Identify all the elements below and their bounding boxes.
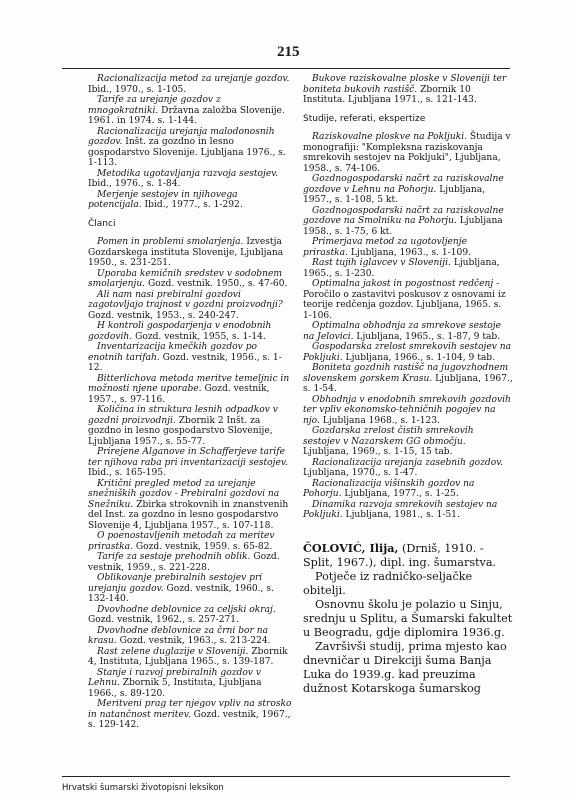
bibliography-entry <box>88 447 293 479</box>
entry-title: Pomen in problemi smolarjenja. <box>97 237 244 247</box>
entry-details: Zbornik 10 Instituta. Ljubljana 1971., s. 121-143. <box>303 84 477 105</box>
entry-title: Optimalna jakost in pogostnost redčenj <box>312 279 494 289</box>
bibliography-entry <box>88 190 293 211</box>
bibliography-entry <box>303 132 513 174</box>
entry-details: Inšt. za gozdno in lesno gospodarstvo Slovenije. Ljubljana 1976., s. 1-113. <box>88 137 286 168</box>
entry-title: Gozdnogospodarski načrt za raziskovalne gozdove v Lehnu na Pohorju. <box>303 174 504 195</box>
entry-title: Dinamika razvoja smrekovih sestojev na Pokljuki. <box>303 499 498 520</box>
entry-details: Ljubljana, 1977., s. 1-25. <box>341 489 459 499</box>
entry-title: Gospodarska zrelost smrekovih sestojev na Pokljuki. <box>303 342 512 363</box>
entry-title: Bitterlichova metoda meritve temeljnic in možnosti njene uporabe. <box>88 373 290 394</box>
entry-title: Racionalizacija metod za urejanje gozdov. <box>97 74 290 84</box>
entry-title: Kritični pregled metod za urejanje snežniških gozdov - Prebiralni gozdovi na Snežniku. <box>88 478 280 510</box>
biography-entry <box>303 541 513 696</box>
header-rule <box>62 68 510 69</box>
bibliography-entry <box>303 458 513 479</box>
entry-details: Ljubljana, 1965., s. 1-87, 9 tab. <box>353 331 501 342</box>
bibliography-entry <box>303 395 513 427</box>
biography-paragraph: Završivši studij, prima mjesto kao dnevničar u Direkciji šuma Banja Luka do 1939.g. kad preuzima dužnost Kotarskoga šumarskog <box>303 639 507 695</box>
entry-title: Inventarizacija kmečkih gozdov po enotnih tarifah. <box>88 342 257 363</box>
entry-details: Gozd. vestnik, 1959., s. 221-228. <box>88 552 280 573</box>
entry-details: Ljubljana, 1981., s. 1-51. <box>342 510 460 520</box>
entry-title: Uporaba kemičnih sredstev v sodobnem smolarjenju. <box>88 268 282 289</box>
entry-details: Gozd. vestnik. 1950., s. 47-60. <box>145 279 288 289</box>
entry-details: Ljubljana, 1970., s. 1-47. <box>303 468 418 478</box>
bibliography-entry <box>88 290 293 322</box>
section-heading: Članci <box>88 218 116 229</box>
entry-title: Dvovhodne deblovnice za celjski okraj. <box>97 604 276 615</box>
bibliography-entry <box>88 405 293 447</box>
entry-details: Ljubljana 1958., s. 1-75, 6 kt. <box>303 216 503 237</box>
entry-details: Ljubljana, 1966., s. 1-104, 9 tab. <box>342 352 496 363</box>
bibliography-entry <box>303 279 513 321</box>
entry-details: Ljubljana, 1963., s. 1-109. <box>348 247 472 258</box>
entry-details: Ljubljana 1968., s. 1-123. <box>319 415 441 426</box>
bibliography-entry <box>88 374 293 406</box>
bibliography-entry <box>303 258 513 279</box>
entry-title: Merjenje sestojev in njihovega potencijala. <box>88 189 238 210</box>
entry-details: - Poročilo o zastavitvi poskusov z osnovami iz teorije redčenja gozdov. Ljubljana, 1965. s. 1-106. <box>303 279 506 321</box>
entry-details: Ibid., 1976., s. 1-84. <box>88 179 181 189</box>
entry-details: Gozd. vestnik, 1963., s. 213-224. <box>116 636 271 646</box>
entry-title: Racionalizacija urejanja malodonosnih gozdov. <box>88 126 275 147</box>
entry-title: Stanje i razvoj prebiralnih gozdov v Lehnu. <box>88 667 261 688</box>
bibliography-entry <box>88 342 293 374</box>
entry-title: Racionalizacija urejanja zasebnih gozdov. <box>312 457 504 468</box>
entry-details: Gozd. vestnik, 1956., s. 1-12. <box>88 352 282 373</box>
bibliography-entry <box>88 531 293 552</box>
bibliography-entry <box>303 426 513 458</box>
entry-title: Optimalna obhodnja za smrekove sestoje na Jelovici. <box>303 321 501 342</box>
entry-details: Ljubljana, 1969., s. 1-15, 15 tab. <box>303 447 453 457</box>
bibliography-entry <box>88 479 293 532</box>
entry-title: Boniteta gozdnih rastišč na jugovzhodnem slovenskem gorskem Krasu. <box>303 363 509 384</box>
entry-details: Gozd. vestnik, 1962., s. 257-271. <box>88 615 239 625</box>
page-number: 215 <box>277 44 300 60</box>
bibliography-entry <box>303 174 513 206</box>
entry-details: Ibid., 1970., s. 1-105. <box>88 84 187 95</box>
entry-title: Tarife za urejanje gozdov z mnogokratniki. <box>88 95 221 116</box>
bibliography-entry <box>88 74 293 95</box>
entry-title: Prirejene Alganove in Schafferjeve tarife ter njihova raba pri inventarizaciji sestojev. <box>88 447 288 468</box>
entry-details: Ibid., 1977., s. 1-292. <box>141 200 243 210</box>
section-heading: Studije, referati, ekspertize <box>303 113 426 124</box>
entry-title: Bukove raziskovalne ploske v Sloveniji ter boniteta bukovih rastišč. <box>303 74 507 95</box>
entry-details: Gozd. vestnik, 1960., s. 132-140. <box>88 583 274 604</box>
bibliography-entry <box>303 500 513 521</box>
entry-details: Zbornik 5, Instituta, Ljubljana 1966., s. 89-120. <box>88 678 262 699</box>
entry-details: Izvestja Gozdarskega instituta Slovenije, Ljubljana 1950., s. 231-251. <box>88 237 284 268</box>
bibliography-entry <box>303 206 513 238</box>
entry-title: Dvovhodne deblovnice za črni bor na krasu. <box>88 625 269 646</box>
entry-details: Gozd. vestnik, 1967., s. 129-142. <box>88 709 291 730</box>
biography-intro: (Drniš, 1910. - Split, 1967.), dipl. ing. šumarstva. <box>303 541 497 569</box>
entry-details: Gozd. vestnik, 1957., s. 97-116. <box>88 384 270 405</box>
bibliography-entry <box>303 479 513 500</box>
bibliography-entry <box>88 269 293 290</box>
bibliography-entry <box>303 342 513 363</box>
entry-title: Količina in struktura lesnih odpadkov v gozdni proizvodnji. <box>88 405 278 426</box>
biography-paragraph: Osnovnu školu je polazio u Sinju, srednju u Splitu, a Šumarski fakultet u Beogradu, gdje diplomira 1936.g. <box>303 597 513 639</box>
entry-details: Gozd. vestnik, 1955, s. 1-14. <box>132 331 266 342</box>
biography-paragraph: Potječe iz radničko-seljačke obitelji. <box>303 569 473 597</box>
bibliography-entry <box>88 169 293 190</box>
bibliography-entry <box>303 74 513 106</box>
right-bibliography <box>303 74 513 521</box>
bibliography-entry <box>88 626 293 647</box>
entry-details: Ljubljana, 1967., s. 1-54. <box>303 373 513 394</box>
entry-title: Gozdnogospodarski načrt za raziskovalne gozdove na Smolniku na Pohorju. <box>303 205 504 226</box>
entry-title: Obhodnja v enodobnih smrekovih gozdovih ter vpliv ekonomsko-tehničnih pogojev na njo. <box>303 394 511 426</box>
entry-details: Državna založba Slovenije. 1961. in 1974. s. 1-144. <box>88 105 285 126</box>
entry-details: Zbirka strokovnih in znanstvenih del Inst. za gozdno in lesno gospodarstvo Slovenije 4, Ljubljana 1957., s. 107-118. <box>88 499 289 531</box>
bibliography-entry <box>88 237 293 269</box>
entry-title: Ali nam nasi prebiralni gozdovi zagotovljajo trajnost v gozdni proizvodnji? <box>88 289 283 310</box>
entry-title: Meritveni prag ter njegov vpliv na strosko in natančnost meritev. <box>88 699 292 720</box>
bibliography-entry <box>88 321 293 342</box>
entry-details: Ljubljana, 1957., s. 1-108, 5 kt. <box>303 184 486 205</box>
bibliography-entry <box>88 647 293 668</box>
footer-text: Hrvatski šumarski životopisni leksikon <box>62 783 224 793</box>
entry-details: Ljubljana, 1965., s. 1-230. <box>303 258 500 279</box>
bibliography-entry <box>88 127 293 169</box>
entry-title: Tarife za sestoje prehodnih oblik. <box>97 552 251 562</box>
bibliography-entry <box>88 605 293 626</box>
entry-title: Raziskovalne ploskve na Pokljuki. <box>312 132 468 142</box>
entry-details: Študija v monografiji: "Kompleksna raziskovanja smrekovih sestojev na Pokljuki", Ljubljana, 1958., s. 74-106. <box>303 132 511 174</box>
entry-title: Gozdarska zrelost čistih smrekovih sestojev v Nazarskem GG območju. <box>303 426 474 447</box>
bibliography-entry <box>88 573 293 605</box>
entry-title: Racionalizacija višinskih gozdov na Pohorju. <box>303 478 475 499</box>
bibliography-entry <box>88 552 293 573</box>
biography-header <box>303 541 513 570</box>
biography-name: ČOLOVIĆ, Ilija, <box>303 540 399 555</box>
entry-title: H kontroli gospodarjenja v enodobnih gozdovih. <box>88 321 272 342</box>
bibliography-entry <box>88 95 293 127</box>
entry-title: Primerjava metod za ugotovljenje prirastka. <box>303 237 467 258</box>
bibliography-entry <box>303 237 513 258</box>
entry-title: Oblikovanje prebiralnih sestojev pri urejanju gozdov. <box>88 573 263 594</box>
left-column <box>88 74 293 731</box>
footer-rule <box>62 776 510 777</box>
entry-details: Ibid., s. 165-195. <box>88 468 166 478</box>
right-column <box>303 74 513 696</box>
entry-details: Zbornik 4, Instituta, Ljubljana 1965., s. 139-187. <box>88 646 288 667</box>
entry-title: Metodika ugotavljanja razvoja sestojev. <box>97 168 279 179</box>
entry-title: Rast tujih iglavcev v Sloveniji. <box>312 258 451 268</box>
entry-details: Zbornik 2 Inšt. za gozdno in lesno gospodarstvo Slovenije, Ljubljana 1957., s. 55-77. <box>88 415 273 447</box>
entry-title: Rast zelene duglazije v Sloveniji. <box>97 646 249 657</box>
bibliography-entry <box>303 321 513 342</box>
bibliography-entry <box>88 699 293 731</box>
bibliography-entry <box>88 668 293 700</box>
entry-title: O poenostavljenih metodah za meritev prirastka. <box>88 531 275 552</box>
entry-details: Gozd. vestnik, 1953., s. 240-247. <box>88 310 239 321</box>
bibliography-entry <box>303 363 513 395</box>
entry-details: Gozd. vestnik, 1959. s. 65-82. <box>133 541 273 552</box>
